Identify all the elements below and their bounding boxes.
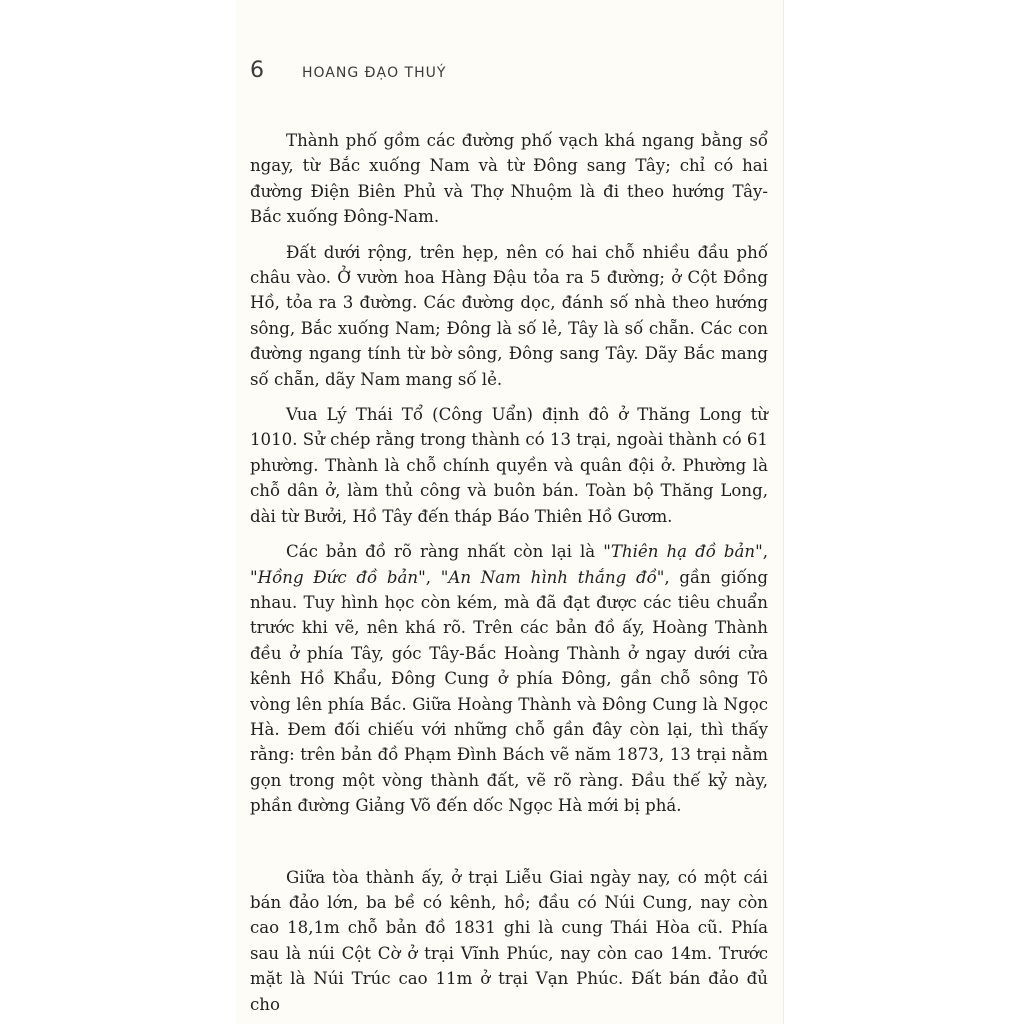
paragraph-1: Thành phố gồm các đường phố vạch khá ngang bằng sổ ngay, từ Bắc xuống Nam và từ Đông sang Tây; chỉ có hai đường Điện Biên Phủ và Thợ Nhuộm là đi theo hướng Tây-Bắc xuống Đông-Nam.	[250, 131, 768, 227]
paragraph-4-text-4: , gần giống nhau. Tuy hình học còn kém, mà đã đạt được các tiêu chuẩn trước khi vẽ, nên khá rõ. Trên các bản đồ ấy, Hoàng Thành đều ở phía Tây, góc Tây-Bắc Hoàng Thành ở ngay dưới cửa kênh Hồ Khẩu, Đông Cung ở phía Đông, gần chỗ sông Tô vòng lên phía Bắc. Giữa Hoàng Thành và Đông Cung là Ngọc Hà. Đem đối chiếu với những chỗ gần đây còn lại, thì thấy rằng: trên bản đồ Phạm Đình Bách vẽ năm 1873, 13 trại nằm gọn trong một vòng thành đất, vẽ rõ ràng. Đầu thế kỷ này, phần đường Giảng Võ đến dốc Ngọc Hà mới bị phá.	[250, 567, 768, 816]
paragraph-2: Đất dưới rộng, trên hẹp, nên có hai chỗ nhiều đầu phố châu vào. Ở vườn hoa Hàng Đậu tỏa ra 5 đường; ở Cột Đồng Hồ, tỏa ra 3 đường. Các đường dọc, đánh số nhà theo hướng sông, Bắc xuống Nam; Đông là số lẻ, Tây là số chẵn. Các con đường ngang tính từ bờ sông, Đông sang Tây. Dãy Bắc mang số chẵn, dãy Nam mang số lẻ.	[250, 242, 768, 389]
map-title-3: "An Nam hình thắng đồ"	[440, 567, 665, 587]
paragraph-5: Giữa tòa thành ấy, ở trại Liễu Giai ngày nay, có một cái bán đảo lớn, ba bề có kênh, hồ; đầu có Núi Cung, nay còn cao 18,1m chỗ bản đồ 1831 ghi là cung Thái Hòa cũ. Phía sau là núi Cột Cờ ở trại Vĩnh Phúc, nay còn cao 14m. Trước mặt là Núi Trúc cao 11m ở trại Vạn Phúc. Đất bán đảo đủ cho	[250, 867, 768, 1014]
page-number: 6	[250, 58, 264, 83]
paragraph-4-text-2: ,	[762, 542, 769, 562]
paragraph-3: Vua Lý Thái Tổ (Công Uẩn) định đô ở Thăng Long từ 1010. Sử chép rằng trong thành có 13 trại, ngoài thành có 61 phường. Thành là chỗ chính quyền và quân đội ở. Phường là chỗ dân ở, làm thủ công và buôn bán. Toàn bộ Thăng Long, dài từ Bưởi, Hồ Tây đến tháp Báo Thiên Hồ Gươm.	[250, 405, 768, 526]
body-text	[250, 128, 768, 1027]
map-title-2: "Hồng Đức đồ bản"	[250, 567, 426, 587]
paragraph-4-text-3: ,	[425, 567, 441, 587]
running-title: HOANG ĐẠO THUÝ	[302, 65, 447, 81]
page-header	[250, 58, 446, 88]
paragraph-4-text-1: Các bản đồ rõ ràng nhất còn lại là	[286, 542, 604, 562]
paragraph-4	[250, 539, 768, 818]
map-title-1: "Thiên hạ đồ bản"	[603, 542, 763, 562]
